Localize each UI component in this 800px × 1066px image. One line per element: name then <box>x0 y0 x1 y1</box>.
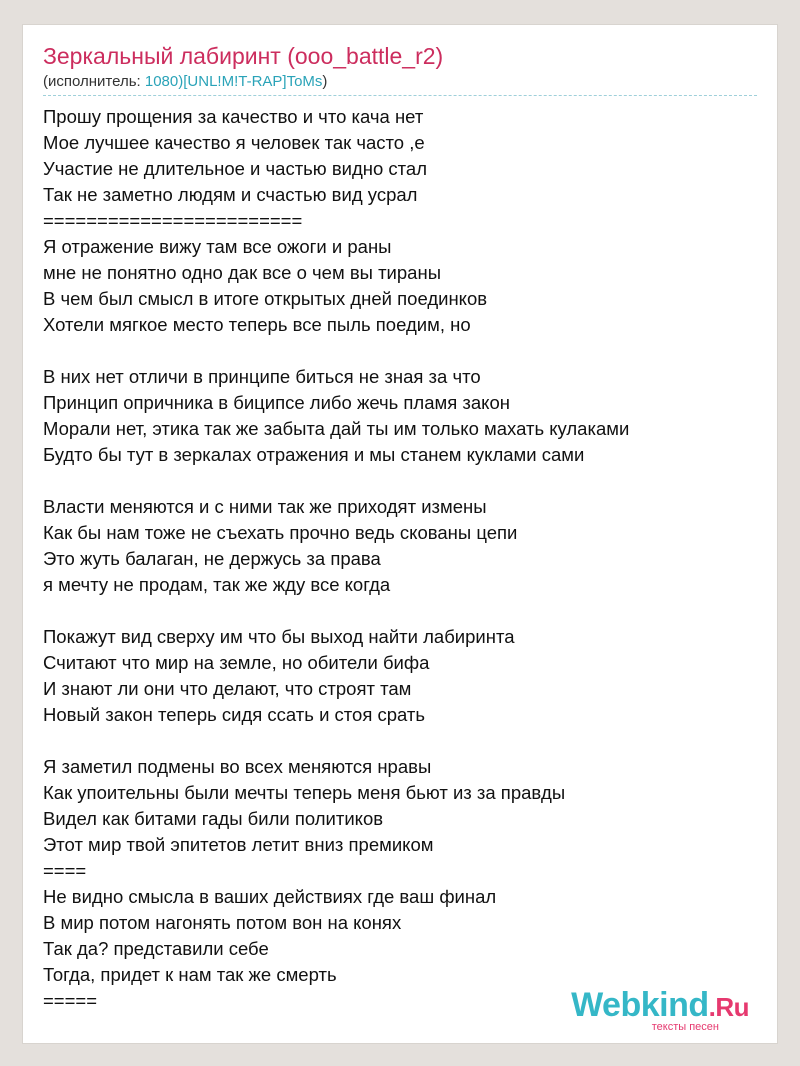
lyric-line: ======================== <box>43 210 303 231</box>
lyric-line: Не видно смысла в ваших действиях где ваш финал <box>43 886 497 907</box>
lyric-line: Как упоительны были мечты теперь меня бьют из за правды <box>43 782 566 803</box>
lyric-line: Хотели мягкое место теперь все пыль поедим, но <box>43 314 471 335</box>
lyric-line: Это жуть балаган, не держусь за права <box>43 548 381 569</box>
blank-line <box>43 598 763 624</box>
lyric-line: Этот мир твой эпитетов летит вниз премиком <box>43 834 434 855</box>
lyric-line: ==== <box>43 860 87 881</box>
lyric-line: В чем был смысл в итоге открытых дней поединков <box>43 288 488 309</box>
lyric-line: Считают что мир на земле, но обители бифа <box>43 652 430 673</box>
lyric-line: Будто бы тут в зеркалах отражения и мы станем куклами сами <box>43 444 585 465</box>
lyric-line: Морали нет, этика так же забыта дай ты им только махать кулаками <box>43 418 630 439</box>
logo-main-text: Webkind <box>571 986 709 1024</box>
header-divider <box>43 95 757 96</box>
lyric-line: Я заметил подмены во всех меняются нравы <box>43 756 432 777</box>
lyric-line: Так не заметно людям и счастью вид усрал <box>43 184 418 205</box>
lyric-line: Как бы нам тоже не съехать прочно ведь скованы цепи <box>43 522 518 543</box>
lyric-line: Участие не длительное и частью видно стал <box>43 158 428 179</box>
lyric-line: Прошу прощения за качество и что кача нет <box>43 106 424 127</box>
lyric-line: Тогда, придет к нам так же смерть <box>43 964 337 985</box>
logo-tagline: тексты песен <box>651 1021 719 1033</box>
artist-line <box>43 73 327 90</box>
lyric-line: Я отражение вижу там все ожоги и раны <box>43 236 392 257</box>
lyrics-page <box>22 24 778 1044</box>
artist-prefix: (исполнитель: <box>43 73 145 90</box>
lyric-line: Принцип опричника в биципсе либо жечь пламя закон <box>43 392 510 413</box>
artist-link[interactable]: 1080)[UNL!M!T-RAP]ToMs <box>144 73 323 90</box>
blank-line <box>43 338 763 364</box>
song-title: Зеркальный лабиринт (ооо_battle_r2) <box>43 43 444 69</box>
lyric-line: ===== <box>43 990 98 1011</box>
lyric-line: В них нет отличи в принципе биться не зная за что <box>43 366 481 387</box>
blank-line <box>43 468 763 494</box>
logo-tld: .Ru <box>708 992 749 1022</box>
lyric-line: Покажут вид сверху им что бы выход найти лабиринта <box>43 626 515 647</box>
lyrics-text <box>43 104 763 1014</box>
site-logo[interactable] <box>571 987 749 1033</box>
lyric-line: я мечту не продам, так же жду все когда <box>43 574 391 595</box>
artist-suffix: ) <box>322 73 328 90</box>
lyric-line: Так да? представили себе <box>43 938 269 959</box>
lyric-line: Видел как битами гады били политиков <box>43 808 384 829</box>
blank-line <box>43 728 763 754</box>
lyric-line: мне не понятно одно дак все о чем вы тираны <box>43 262 441 283</box>
lyric-line: И знают ли они что делают, что строят там <box>43 678 412 699</box>
lyric-line: Новый закон теперь сидя ссать и стоя срать <box>43 704 426 725</box>
lyric-line: Власти меняются и с ними так же приходят измены <box>43 496 487 517</box>
lyric-line: В мир потом нагонять потом вон на конях <box>43 912 402 933</box>
lyric-line: Мое лучшее качество я человек так часто ,е <box>43 132 425 153</box>
